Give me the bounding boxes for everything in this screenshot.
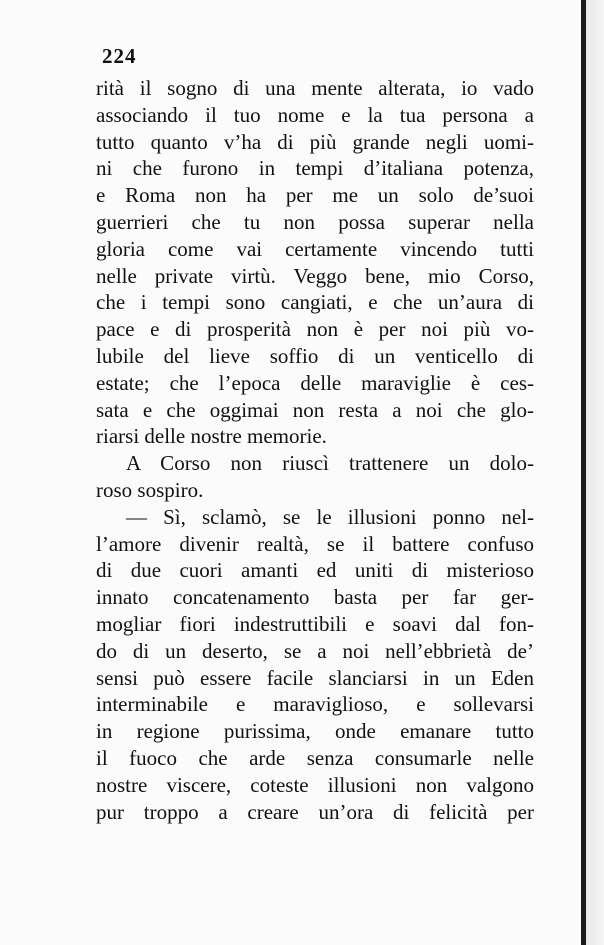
text-line: A Corso non riuscì trattenere un dolo- [126, 451, 534, 476]
text-line: l’amore divenir realtà, se il battere confuso [96, 531, 534, 556]
text-line: rità il sogno di una mente alterata, io vado [96, 76, 534, 100]
text-line: ni che furono in tempi d’italiana potenza, [96, 156, 534, 181]
text-line: sensi può essere facile slanciarsi in un Eden [96, 665, 534, 690]
text-line: pace e di prosperità non è per noi più vo- [96, 317, 534, 342]
text-line: associando il tuo nome e la tua persona a [96, 102, 534, 127]
text-line: nelle private virtù. Veggo bene, mio Corso, [96, 263, 534, 288]
text-line: sata e che oggimai non resta a noi che glo- [96, 397, 534, 422]
page-edge-shadow [586, 0, 604, 945]
text-line: lubile del lieve soffio di un venticello di [96, 343, 534, 368]
text-line: di due cuori amanti ed uniti di misterioso [96, 558, 534, 583]
page-binding-edge [581, 0, 586, 945]
page-number: 224 [102, 44, 137, 68]
text-line: do di un deserto, se a noi nell’ebbrietà de’ [96, 638, 534, 663]
text-line: mogliar fiori indestruttibili e soavi dal fon- [96, 611, 534, 636]
text-line: in regione purissima, onde emanare tutto [96, 719, 534, 744]
text-line: guerrieri che tu non possa superar nella [96, 209, 534, 234]
text-line: che i tempi sono cangiati, e che un’aura di [96, 290, 534, 315]
text-line: gloria come vai certamente vincendo tutti [96, 236, 534, 261]
text-line: il fuoco che arde senza consumarle nelle [96, 745, 534, 770]
text-line: — Sì, sclamò, se le illusioni ponno nel- [126, 504, 534, 529]
text-line: estate; che l’epoca delle maraviglie è ces- [96, 370, 534, 395]
text-line: interminabile e maraviglioso, e sollevarsi [96, 692, 534, 717]
text-line: nostre viscere, coteste illusioni non valgono [96, 772, 534, 797]
text-line: riarsi delle nostre memorie. [96, 424, 327, 449]
text-line: pur troppo a creare un’ora di felicità per [96, 799, 534, 824]
text-line: innato concatenamento basta per far ger- [96, 585, 534, 610]
text-line: tutto quanto v’ha di più grande negli uomi- [96, 129, 534, 154]
text-line: e Roma non ha per me un solo de’suoi [96, 183, 534, 208]
body-text [96, 75, 534, 825]
text-line: roso sospiro. [96, 477, 204, 502]
